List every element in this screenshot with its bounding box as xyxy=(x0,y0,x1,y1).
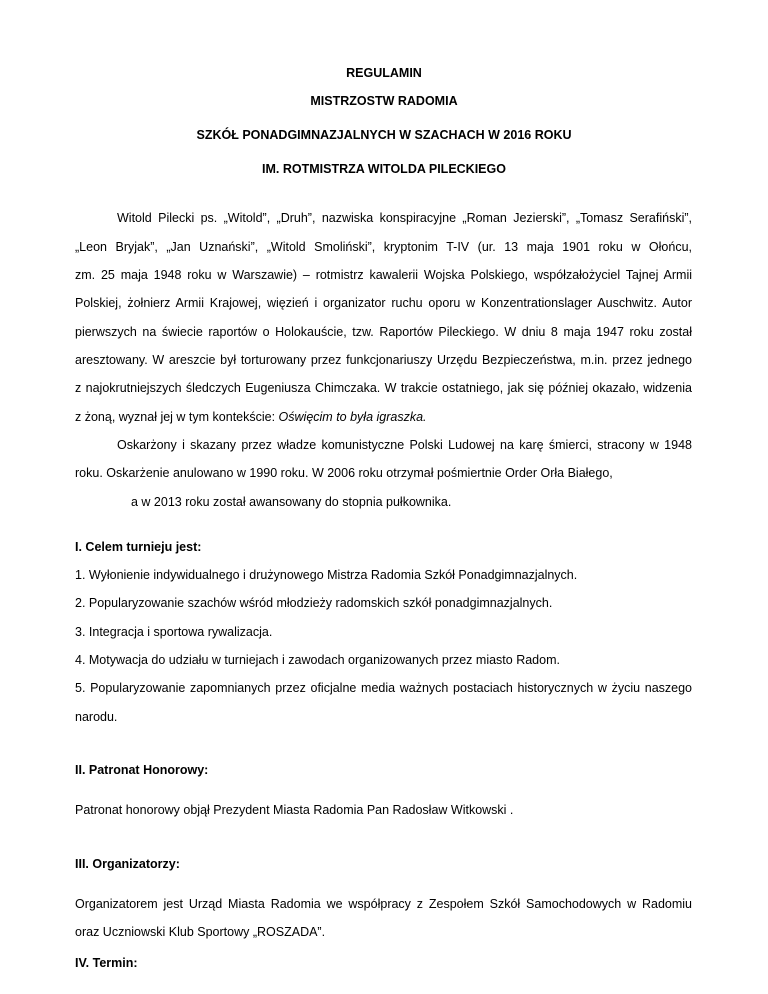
intro-line: roku. Oskarżenie anulowano w 1990 roku. W 2006 roku otrzymał pośmiertnie Order Orła Białego, xyxy=(75,466,613,480)
intro-line: Oskarżony i skazany przez władze komunistyczne Polski Ludowej na karę śmierci, stracony w 1948 xyxy=(117,438,692,452)
document-subtitle-1: MISTRZOSTW RADOMIA xyxy=(310,94,458,108)
document-title: REGULAMIN xyxy=(346,66,422,80)
section-heading: III. Organizatorzy: xyxy=(75,857,180,871)
section-text: Organizatorem jest Urząd Miasta Radomia we współpracy z Zespołem Szkół Samochodowych w Radomiu xyxy=(75,897,692,911)
intro-line: aresztowany. W areszcie był torturowany przez funkcjonariuszy Urzędu Bezpieczeństwa, m.in. przez jednego xyxy=(75,353,692,367)
list-item: 2. Popularyzowanie szachów wśród młodzieży radomskich szkół ponadgimnazjalnych. xyxy=(75,596,553,610)
intro-line-text: z żoną, wyznał jej w tym kontekście: xyxy=(75,410,279,424)
intro-line: „Leon Bryjak”, „Jan Uznański”, „Witold Smoliński”, kryptonim T-IV (ur. 13 maja 1901 roku w Ołońcu, xyxy=(75,240,692,254)
intro-line: pierwszych na świecie raportów o Holokauście, tzw. Raportów Pileckiego. W dniu 8 maja 1947 roku został xyxy=(75,325,692,339)
intro-quote: Oświęcim to była igraszka. xyxy=(278,410,427,424)
intro-line: Witold Pilecki ps. „Witold”, „Druh”, nazwiska konspiracyjne „Roman Jezierski”, „Tomasz Serafiński”, xyxy=(117,211,692,225)
document-subtitle-2: SZKÓŁ PONADGIMNAZJALNYCH W SZACHACH W 2016 ROKU xyxy=(196,128,572,142)
document-subtitle-3: IM. ROTMISTRZA WITOLDA PILECKIEGO xyxy=(262,162,506,176)
section-heading: II. Patronat Honorowy: xyxy=(75,763,209,777)
list-item: 3. Integracja i sportowa rywalizacja. xyxy=(75,625,273,639)
section-text: oraz Uczniowski Klub Sportowy „ROSZADA”. xyxy=(75,925,326,939)
list-item: 5. Popularyzowanie zapomnianych przez oficjalne media ważnych postaciach historycznych w życiu naszego xyxy=(75,681,692,695)
intro-line: Polskiej, żołnierz Armii Krajowej, więzień i organizator ruchu oporu w Konzentrationslager Auschwitz. Autor xyxy=(75,296,692,310)
section-heading: I. Celem turnieju jest: xyxy=(75,540,202,554)
section-text: Patronat honorowy objął Prezydent Miasta Radomia Pan Radosław Witkowski . xyxy=(75,803,514,817)
intro-line: zm. 25 maja 1948 roku w Warszawie) – rotmistrz kawalerii Wojska Polskiego, współzałożyciel Tajnej Armii xyxy=(75,268,692,282)
section-heading: IV. Termin: xyxy=(75,956,138,970)
intro-line: z najokrutniejszych śledczych Eugeniusza Chimczaka. W trakcie ostatniego, jak się później okazało, widzenia xyxy=(75,381,692,395)
list-item: 1. Wyłonienie indywidualnego i drużynowego Mistrza Radomia Szkół Ponadgimnazjalnych. xyxy=(75,568,578,582)
list-item: narodu. xyxy=(75,710,118,724)
list-item: 4. Motywacja do udziału w turniejach i zawodach organizowanych przez miasto Radom. xyxy=(75,653,560,667)
intro-line-last xyxy=(75,410,427,424)
intro-line: a w 2013 roku został awansowany do stopnia pułkownika. xyxy=(131,495,452,509)
